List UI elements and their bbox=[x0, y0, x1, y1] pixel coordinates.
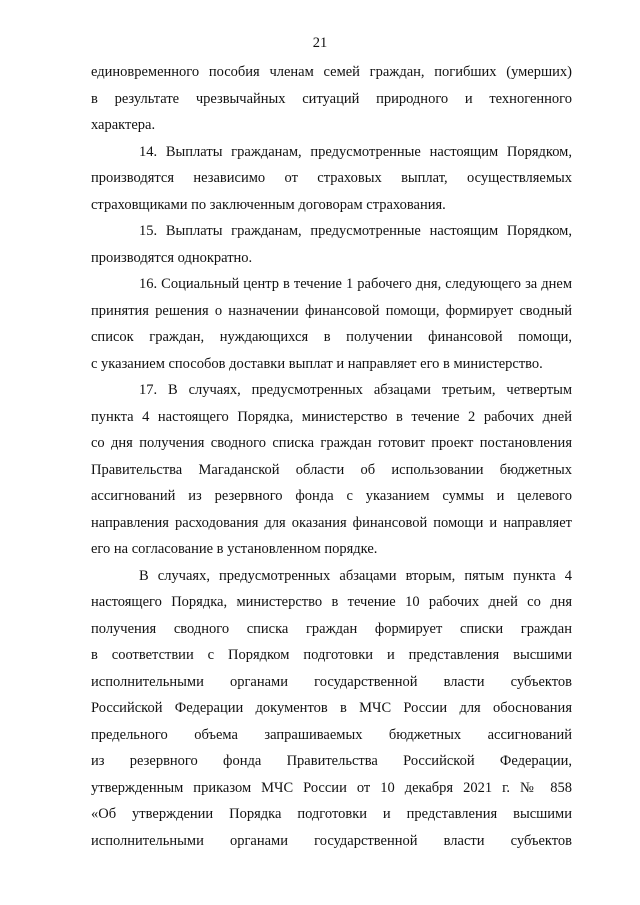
text-line: характера. bbox=[91, 117, 156, 133]
text-line: 14. Выплаты гражданам, предусмотренные настоящим Порядком, bbox=[139, 143, 572, 160]
text-line: из резервного фонда Правительства Российской Федерации, bbox=[91, 753, 572, 769]
text-line: в соответствии с Порядком подготовки и представления высшими bbox=[91, 647, 572, 663]
text-line: предельного объема запрашиваемых бюджетных ассигнований bbox=[91, 726, 572, 743]
text-line: настоящего Порядка, министерство в течение 10 рабочих дней со дня bbox=[91, 594, 572, 610]
text-line: единовременного пособия членам семей граждан, погибших (умерших) bbox=[91, 64, 572, 80]
text-line: производятся независимо от страховых выплат, осуществляемых bbox=[91, 170, 572, 186]
document-body bbox=[91, 59, 572, 854]
text-line: направления расходования для оказания финансовой помощи и направляет bbox=[91, 514, 572, 531]
text-line: пункта 4 настоящего Порядка, министерство в течение 2 рабочих дней bbox=[91, 408, 572, 425]
text-line: список граждан, нуждающихся в получении финансовой помощи, bbox=[91, 329, 572, 345]
text-line: страховщиками по заключенным договорам страхования. bbox=[91, 196, 446, 213]
text-line: ассигнований из резервного фонда с указанием суммы и целевого bbox=[91, 488, 572, 504]
text-line: производятся однократно. bbox=[91, 249, 253, 266]
text-line: утвержденным приказом МЧС России от 10 декабря 2021 г. № 858 bbox=[91, 779, 572, 796]
page-number: 21 bbox=[312, 35, 328, 51]
text-line: 16. Социальный центр в течение 1 рабочего дня, следующего за днем bbox=[139, 276, 572, 292]
text-line: 17. В случаях, предусмотренных абзацами третьим, четвертым bbox=[139, 382, 572, 398]
text-line: с указанием способов доставки выплат и направляет его в министерство. bbox=[91, 355, 543, 372]
text-line: исполнительными органами государственной власти субъектов bbox=[91, 832, 572, 849]
text-line: со дня получения сводного списка граждан готовит проект постановления bbox=[91, 435, 572, 451]
text-line: в результате чрезвычайных ситуаций природного и техногенного bbox=[91, 90, 572, 107]
text-line: Правительства Магаданской области об использовании бюджетных bbox=[91, 461, 572, 478]
text-line: В случаях, предусмотренных абзацами вторым, пятым пункта 4 bbox=[139, 567, 572, 584]
text-line: принятия решения о назначении финансовой помощи, формирует сводный bbox=[91, 302, 572, 319]
text-line: 15. Выплаты гражданам, предусмотренные настоящим Порядком, bbox=[139, 223, 572, 239]
text-line: исполнительными органами государственной власти субъектов bbox=[91, 673, 572, 690]
text-line: Российской Федерации документов в МЧС России для обоснования bbox=[91, 700, 572, 716]
text-line: получения сводного списка граждан формирует списки граждан bbox=[91, 620, 572, 637]
text-line: его на согласование в установленном порядке. bbox=[91, 541, 378, 557]
text-line: «Об утверждении Порядка подготовки и представления высшими bbox=[91, 806, 572, 822]
